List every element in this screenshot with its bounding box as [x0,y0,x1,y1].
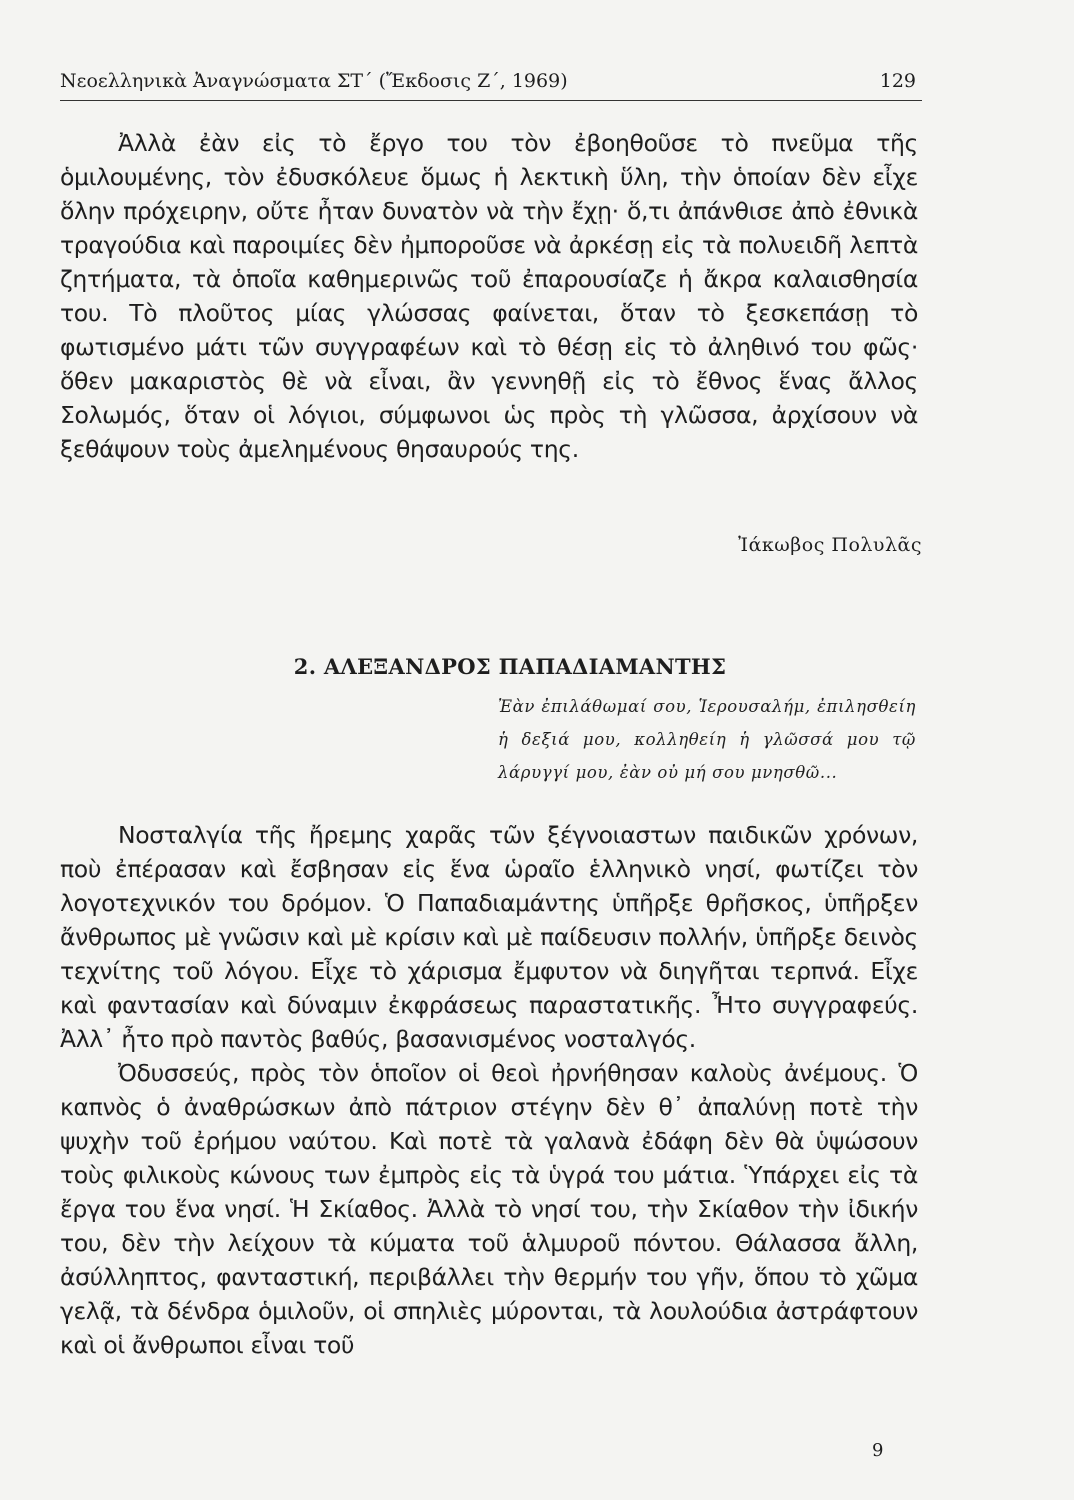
section-1-body [60,126,918,466]
running-header [60,70,922,101]
author-signature: Ἰάκωβος Πολυλᾶς [738,534,922,556]
page-number: 129 [879,70,916,92]
section-heading: 2. ΑΛΕΞΑΝΔΡΟΣ ΠΑΠΑΔΙΑΜΑΝΤΗΣ [293,654,727,679]
epigraph: Ἐὰν ἐπιλάθωμαί σου, Ἱερουσαλήμ, ἐπιλησθείη ἡ δεξιά μου, κολληθείη ἡ γλῶσσά μου τῷ λάρυγγί μου, ἐὰν οὐ μή σου μνησθῶ... [498,697,916,782]
paragraph-2: Ὀδυσσεύς, πρὸς τὸν ὁποῖον οἱ θεοὶ ἠρνήθησαν καλοὺς ἀνέμους. Ὁ καπνὸς ὁ ἀναθρώσκων ἀπὸ πάτριον στέγην δὲν θ᾽ ἀπαλύνῃ ποτὲ τὴν ψυχὴν τοῦ ἐρήμου ναύτου. Καὶ ποτὲ τὰ γαλανὰ ἐδάφη δὲν θὰ ὑψώσουν τοὺς φιλικοὺς κώνους των ἐμπρὸς εἰς τὰ ὑγρά του μάτια. Ὑπάρχει εἰς τὰ ἔργα του ἕνα νησί. Ἡ Σκίαθος. Ἀλλὰ τὸ νησί του, τὴν Σκίαθον τὴν ἰδικήν του, δὲν τὴν λείχουν τὰ κύματα τοῦ ἁλμυροῦ πόντου. Θάλασσα ἄλλη, ἀσύλληπτος, φανταστική, περιβάλλει τὴν θερμήν του γῆν, ὅπου τὸ χῶμα γελᾷ, τὰ δένδρα ὁμιλοῦν, οἱ σπηλιὲς μύρονται, τὰ λουλούδια ἀστράφτουν καὶ οἱ ἄνθρωποι εἶναι τοῦ [60,1059,918,1359]
section-2-body [60,818,918,1362]
polylas-paragraph: Ἀλλὰ ἐὰν εἰς τὸ ἔργο του τὸν ἐβοηθοῦσε τὸ πνεῦμα τῆς ὁμιλουμένης, τὸν ἐδυσκόλευε ὅμως ἡ λεκτικὴ ὕλη, τὴν ὁποίαν δὲν εἶχε ὅλην πρόχειρην, οὔτε ἦταν δυνατὸν νὰ τὴν ἔχῃ· ὅ,τι ἀπάνθισε ἀπὸ ἐθνικὰ τραγούδια καὶ παροιμίες δὲν ἠμποροῦσε νὰ ἀρκέσῃ εἰς τὰ πολυειδῆ λεπτὰ ζητήματα, τὰ ὁποῖα καθημερινῶς τοῦ ἐπαρουσίαζε ἡ ἄκρα καλαισθησία του. Τὸ πλοῦτος μίας γλώσσας φαίνεται, ὅταν τὸ ξεσκεπάσῃ τὸ φωτισμένο μάτι τῶν συγγραφέων καὶ τὸ θέσῃ εἰς τὸ ἀληθινό του φῶς· ὅθεν μακαριστὸς θὲ νὰ εἶναι, ἂν γεννηθῇ εἰς τὸ ἔθνος ἕνας ἄλλος Σολωμός, ὅταν οἱ λόγιοι, σύμφωνοι ὡς πρὸς τὴ γλῶσσα, ἀρχίσουν νὰ ξεθάψουν τοὺς ἀμελημένους θησαυρούς της. [60,129,918,463]
signature-mark: 9 [872,1440,884,1461]
paragraph-1: Νοσταλγία τῆς ἤρεμης χαρᾶς τῶν ξέγνοιαστων παιδικῶν χρόνων, ποὺ ἐπέρασαν καὶ ἔσβησαν εἰς ἕνα ὡραῖο ἑλληνικὸ νησί, φωτίζει τὸν λογοτεχνικόν του δρόμον. Ὁ Παπαδιαμάντης ὑπῆρξε θρῆσκος, ὑπῆρξεν ἄνθρωπος μὲ γνῶσιν καὶ μὲ κρίσιν καὶ μὲ παίδευσιν πολλήν, ὑπῆρξε δεινὸς τεχνίτης τοῦ λόγου. Εἶχε τὸ χάρισμα ἔμφυτον νὰ διηγῆται τερπνά. Εἶχε καὶ φαντασίαν καὶ δύναμιν ἐκφράσεως παραστατικῆς. Ἦτο συγγραφεύς. Ἀλλ᾽ ἦτο πρὸ παντὸς βαθύς, βασανισμένος νοσταλγός. [60,821,918,1053]
header-title: Νεοελληνικὰ Ἀναγνώσματα ΣΤ΄ (Ἔκδοσις Ζ΄, 1969) [60,70,568,92]
